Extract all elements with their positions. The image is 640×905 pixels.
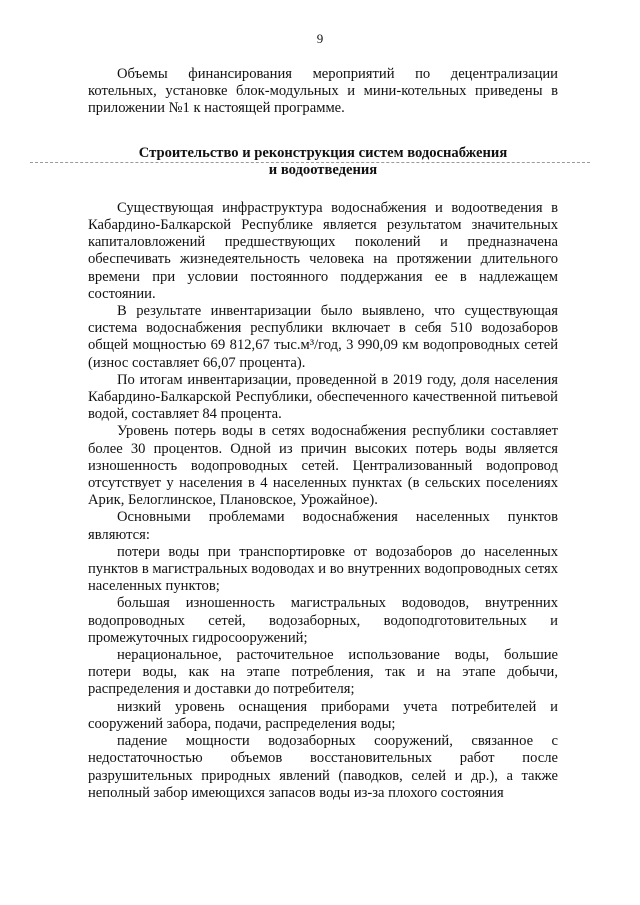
list-item-wear: большая изношенность магистральных водоводов, внутренних водопроводных сетей, водозаборных, водоподготовительных и промежуточных гидросооружений;: [88, 595, 558, 646]
paragraph-water-losses: Уровень потерь воды в сетях водоснабжения республики составляет более 30 процентов. Одной из причин высоких потерь воды является изношенность водопроводных сетей. Централизованный водопровод отсутствует у населения в 4 населенных пунктах (в сельских поселениях Арик, Белоглинское, Плановское, Урожайное).: [88, 423, 558, 509]
list-item-transport-losses: потери воды при транспортировке от водозаборов до населенных пунктов в магистральных водоводах и во внутренних водопроводных сетях населенных пунктов;: [88, 543, 558, 595]
paragraph-main-problems: Основными проблемами водоснабжения населенных пунктов являются:: [88, 509, 558, 543]
list-item-wasteful-use: нерациональное, расточительное использование воды, большие потери воды, как на этапе потребления, так и на этапе добычи, распределения и доставки до потребителя;: [88, 647, 558, 698]
section-heading-line-2: и водоотведения: [268, 162, 378, 179]
paragraph-inventory: В результате инвентаризации было выявлено, что существующая система водоснабжения республики включает в себя 510 водозаборов общей мощностью 69 812,67 тыс.м³/год, 3 990,09 км водопроводных сетей (износ составляет 66,07 процента).: [88, 303, 558, 371]
paragraph-infrastructure: Существующая инфраструктура водоснабжения и водоотведения в Кабардино-Балкарской Республике является результатом значительных капиталовложений предшествующих поколений и предназначена обеспечивать жизнедеятельность человека на протяжении длительного времени при условии постоянного поддержания ее в надлежащем состоянии.: [88, 199, 558, 302]
paragraph-drinking-water: По итогам инвентаризации, проведенной в 2019 году, доля населения Кабардино-Балкарской Республики, обеспеченного качественной питьевой водой, составляет 84 процента.: [88, 371, 558, 423]
page-number: 9: [316, 31, 324, 46]
document-body: [88, 66, 558, 802]
list-item-metering: низкий уровень оснащения приборами учета потребителей и сооружений забора, подачи, распределения воды;: [88, 698, 558, 732]
section-heading-line-1: Строительство и реконструкция систем водоснабжения: [138, 144, 508, 161]
list-item-capacity-drop: падение мощности водозаборных сооружений, связанное с недостаточностью объемов восстановительных работ после разрушительных природных явлений (паводков, селей и др.), а также неполный забор имеющихся запасов воды из-за плохого состояния: [88, 733, 558, 801]
intro-paragraph: Объемы финансирования мероприятий по децентрализации котельных, установке блок-модульных и мини-котельных приведены в приложении №1 к настоящей программе.: [88, 66, 558, 117]
section-heading: [88, 145, 558, 180]
